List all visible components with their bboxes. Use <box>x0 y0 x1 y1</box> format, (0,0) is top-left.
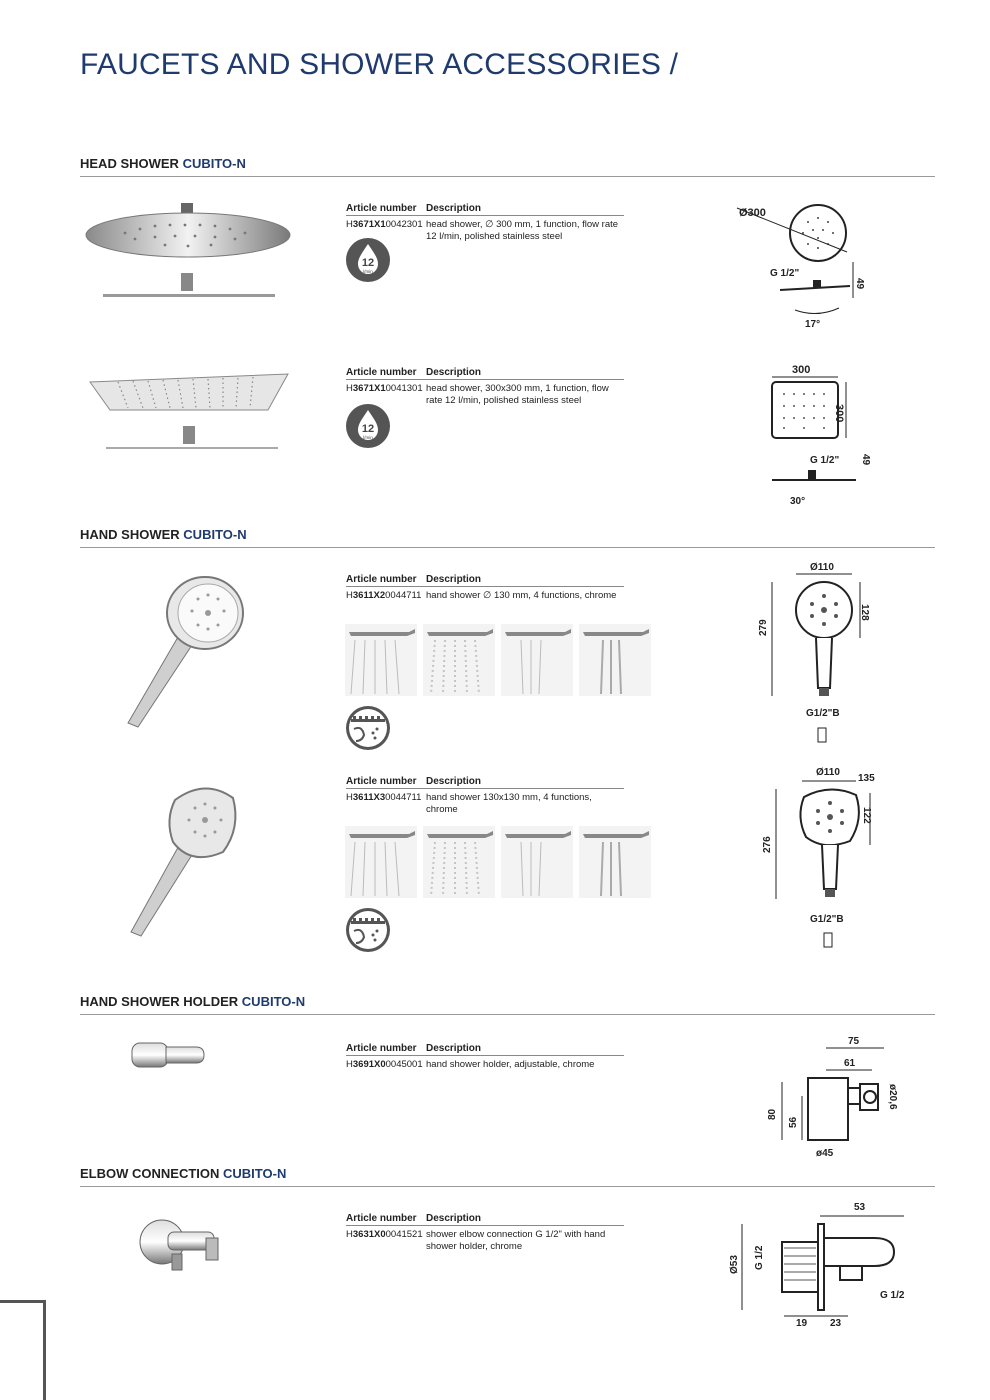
svg-text:ø20,6: ø20,6 <box>887 1084 898 1110</box>
product-description: head shower, ∅ 300 mm, 1 function, flow rate 12 l/min, polished stainless steel <box>426 219 619 242</box>
section-label: ELBOW CONNECTION <box>80 1166 220 1181</box>
article-number: H3631X00041521 <box>346 1229 423 1240</box>
section-accent: CUBITO-N <box>223 1166 287 1181</box>
description-header: Description <box>426 1213 482 1224</box>
svg-text:G 1/2: G 1/2 <box>754 1245 765 1270</box>
product-info <box>346 1213 624 1253</box>
svg-text:49: 49 <box>860 454 871 466</box>
svg-text:Ø300: Ø300 <box>739 207 766 219</box>
article-header: Article number <box>346 1043 417 1054</box>
square-hand-shower-image <box>125 780 255 940</box>
product-description: head shower, 300x300 mm, 1 function, flow rate 12 l/min, polished stainless steel <box>426 383 609 406</box>
anti-limescale-icon <box>345 907 391 953</box>
product-info <box>346 574 624 602</box>
section-hand-shower <box>80 527 935 548</box>
section-label: HAND SHOWER <box>80 527 180 542</box>
svg-text:135: 135 <box>858 773 875 784</box>
technical-drawing <box>760 560 870 750</box>
svg-text:30°: 30° <box>790 496 806 507</box>
article-number: H3671X10042301 <box>346 219 423 230</box>
technical-drawing <box>728 1198 913 1333</box>
svg-text:l/min: l/min <box>363 435 373 440</box>
section-accent: CUBITO-N <box>182 156 246 171</box>
flow-rate-badge <box>345 403 391 449</box>
article-header: Article number <box>346 203 417 214</box>
svg-text:56: 56 <box>788 1116 799 1128</box>
section-holder <box>80 994 935 1015</box>
svg-text:12: 12 <box>361 423 375 435</box>
svg-text:80: 80 <box>767 1108 778 1120</box>
section-accent: CUBITO-N <box>183 527 247 542</box>
svg-text:Ø53: Ø53 <box>729 1255 740 1274</box>
section-accent: CUBITO-N <box>241 994 306 1009</box>
section-label: HEAD SHOWER <box>80 156 179 171</box>
elbow-connection-image <box>138 1210 223 1278</box>
svg-text:12: 12 <box>361 257 375 269</box>
svg-text:G1/2"B: G1/2"B <box>806 708 840 719</box>
svg-text:G 1/2": G 1/2" <box>810 455 840 466</box>
section-head-shower <box>80 156 935 177</box>
svg-text:G1/2"B: G1/2"B <box>810 914 844 925</box>
description-header: Description <box>426 1043 482 1054</box>
article-header: Article number <box>346 574 417 585</box>
flow-rate-badge <box>345 237 391 283</box>
svg-text:300: 300 <box>833 404 845 423</box>
product-info <box>346 776 624 816</box>
spray-mode-image <box>345 826 417 898</box>
svg-text:G 1/2: G 1/2 <box>880 1290 905 1301</box>
svg-text:122: 122 <box>861 807 872 824</box>
svg-text:49: 49 <box>854 278 865 290</box>
description-header: Description <box>426 574 482 585</box>
round-hand-shower-image <box>120 575 250 730</box>
spray-mode-image <box>501 624 573 696</box>
round-head-shower-image <box>85 195 295 305</box>
svg-text:Ø110: Ø110 <box>810 562 834 573</box>
article-number: H3611X30044711 <box>346 792 422 803</box>
article-number: H3611X20044711 <box>346 590 422 601</box>
product-description: hand shower ∅ 130 mm, 4 functions, chrome <box>426 590 617 601</box>
description-header: Description <box>426 367 482 378</box>
svg-text:23: 23 <box>830 1318 842 1329</box>
technical-drawing <box>735 200 865 330</box>
svg-text:Ø110: Ø110 <box>816 767 840 778</box>
technical-drawing <box>760 1032 915 1160</box>
product-description: hand shower holder, adjustable, chrome <box>426 1059 595 1070</box>
svg-text:19: 19 <box>796 1318 808 1329</box>
description-header: Description <box>426 203 482 214</box>
svg-text:61: 61 <box>844 1058 856 1069</box>
technical-drawing <box>760 362 870 510</box>
svg-text:53: 53 <box>854 1202 866 1213</box>
product-description: shower elbow connection G 1/2" with hand shower holder, chrome <box>426 1229 606 1252</box>
section-elbow <box>80 1166 935 1187</box>
article-number: H3671X10041301 <box>346 383 423 394</box>
spray-mode-image <box>579 826 651 898</box>
svg-text:l/min: l/min <box>363 269 373 274</box>
svg-text:G 1/2": G 1/2" <box>770 268 800 279</box>
svg-text:17°: 17° <box>805 319 821 330</box>
section-label: HAND SHOWER HOLDER <box>80 994 239 1009</box>
spray-mode-image <box>345 624 417 696</box>
description-header: Description <box>426 776 482 787</box>
page-corner-marker <box>0 1300 46 1400</box>
svg-text:75: 75 <box>848 1036 860 1047</box>
svg-text:279: 279 <box>758 619 769 636</box>
spray-mode-image <box>579 624 651 696</box>
article-number: H3691X00045001 <box>346 1059 423 1070</box>
square-head-shower-image <box>88 370 293 460</box>
svg-text:ø45: ø45 <box>816 1148 834 1159</box>
spray-mode-image <box>423 826 495 898</box>
svg-text:276: 276 <box>762 836 773 853</box>
shower-holder-image <box>130 1035 208 1075</box>
product-info <box>346 1043 624 1071</box>
product-info <box>346 367 624 407</box>
page-title: FAUCETS AND SHOWER ACCESSORIES / <box>80 48 679 81</box>
technical-drawing <box>760 765 885 955</box>
article-header: Article number <box>346 367 417 378</box>
anti-limescale-icon <box>345 705 391 751</box>
article-header: Article number <box>346 1213 417 1224</box>
spray-mode-image <box>501 826 573 898</box>
article-header: Article number <box>346 776 417 787</box>
svg-text:128: 128 <box>859 604 870 621</box>
product-description: hand shower 130x130 mm, 4 functions, chrome <box>426 792 592 815</box>
spray-mode-image <box>423 624 495 696</box>
svg-text:300: 300 <box>792 364 811 376</box>
